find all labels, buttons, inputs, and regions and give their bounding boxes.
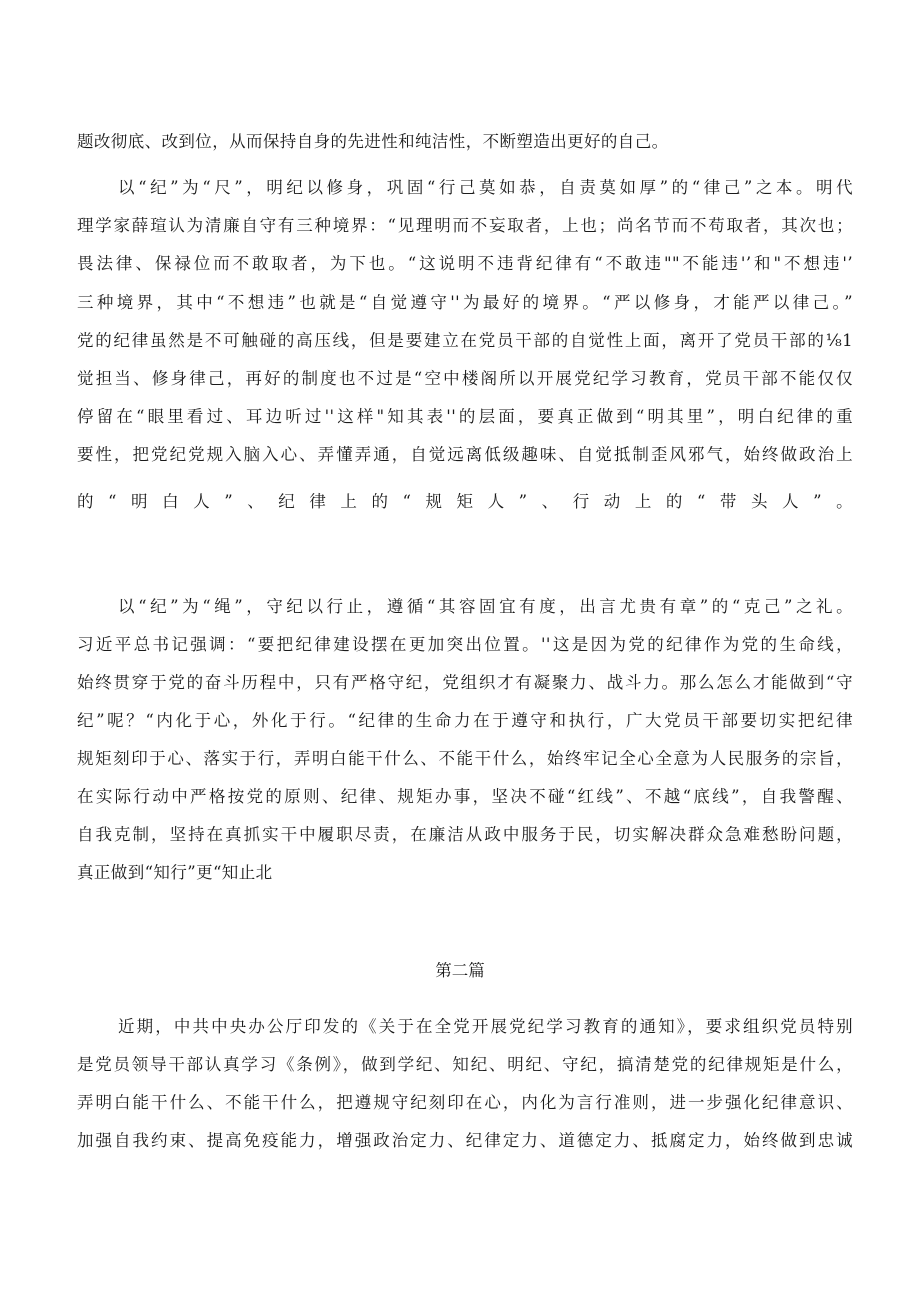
paragraph-line: 是党员领导干部认真学习《条例》，做到学纪、知纪、明纪、守纪，搞清楚党的纪律规矩是什么， (77, 1055, 853, 1074)
paragraph-line: 觉担当、修身律己，再好的制度也不过是“空中楼阁所以开展党纪学习教育，党员干部不能仅仅 (77, 369, 853, 388)
paragraph-line: 的“明白人”、纪律上的“规矩人”、行动上的“带头人”。 (77, 492, 853, 511)
paragraph-line: 以“纪”为“尺”，明纪以修身，巩固“行己莫如恭，自责莫如厚”的“律己”之本。明代 (118, 178, 853, 197)
paragraph-line: 党的纪律虽然是不可触碰的高压线，但是要建立在党员干部的自觉性上面，离开了党员干部的⅛1 (77, 331, 853, 350)
paragraph-line: 以“纪”为“绳”，守纪以行止，遵循“其容固宜有度，出言尤贵有章”的“克己”之礼。 (118, 597, 853, 616)
paragraph-line: 要性，把党纪党规入脑入心、弄懂弄通，自觉远离低级趣味、自觉抵制歪风邪气，始终做政治上 (77, 445, 853, 464)
paragraph-line: 近期，中共中央办公厅印发的《关于在全党开展党纪学习教育的通知》，要求组织党员特别 (118, 1017, 853, 1036)
paragraph-line: 在实际行动中严格按党的原则、纪律、规矩办事，坚决不碰“红线”、不越“底线”，自我警醒、 (77, 787, 853, 806)
paragraph-line: 规矩刻印于心、落实于行，弄明白能干什么、不能干什么，始终牢记全心全意为人民服务的宗旨， (77, 749, 853, 768)
paragraph-line: 题改彻底、改到位，从而保持自身的先进性和纯洁性，不断塑造出更好的自己。 (77, 132, 669, 151)
paragraph-line: 弄明白能干什么、不能干什么，把遵规守纪刻印在心，内化为言行准则，进一步强化纪律意识、 (77, 1093, 853, 1112)
section-title: 第二篇 (435, 961, 485, 980)
paragraph-line: 停留在“眼里看过、耳边听过''这样"知其表''的层面，要真正做到“明其里”，明白纪律的重 (77, 407, 853, 426)
paragraph-line: 纪”呢？“内化于心，外化于行。“纪律的生命力在于遵守和执行，广大党员干部要切实把纪律 (77, 711, 853, 730)
paragraph-line: 自我克制，坚持在真抓实干中履职尽责，在廉洁从政中服务于民，切实解决群众急难愁盼问题， (77, 825, 853, 844)
paragraph-line: 畏法律、保禄位而不敢取者，为下也。“这说明不违背纪律有“不敢违""不能违'’和"不想违'’ (77, 254, 853, 273)
paragraph-line: 真正做到“知行”更“知止北 (77, 863, 273, 882)
paragraph-line: 加强自我约束、提高免疫能力，增强政治定力、纪律定力、道德定力、抵腐定力，始终做到忠诚 (77, 1131, 853, 1150)
paragraph-line: 三种境界，其中“不想违”也就是“自觉遵守''为最好的境界。“严以修身，才能严以律己。” (77, 293, 853, 312)
paragraph-line: 理学家薛瑄认为清廉自守有三种境界：“见理明而不妄取者，上也；尚名节而不苟取者，其次也； (77, 216, 853, 235)
paragraph-line: 始终贯穿于党的奋斗历程中，只有严格守纪，党组织才有凝聚力、战斗力。那么怎么才能做到“守 (77, 673, 853, 692)
paragraph-line: 习近平总书记强调：“要把纪律建设摆在更加突出位置。''这是因为党的纪律作为党的生命线， (77, 635, 853, 654)
